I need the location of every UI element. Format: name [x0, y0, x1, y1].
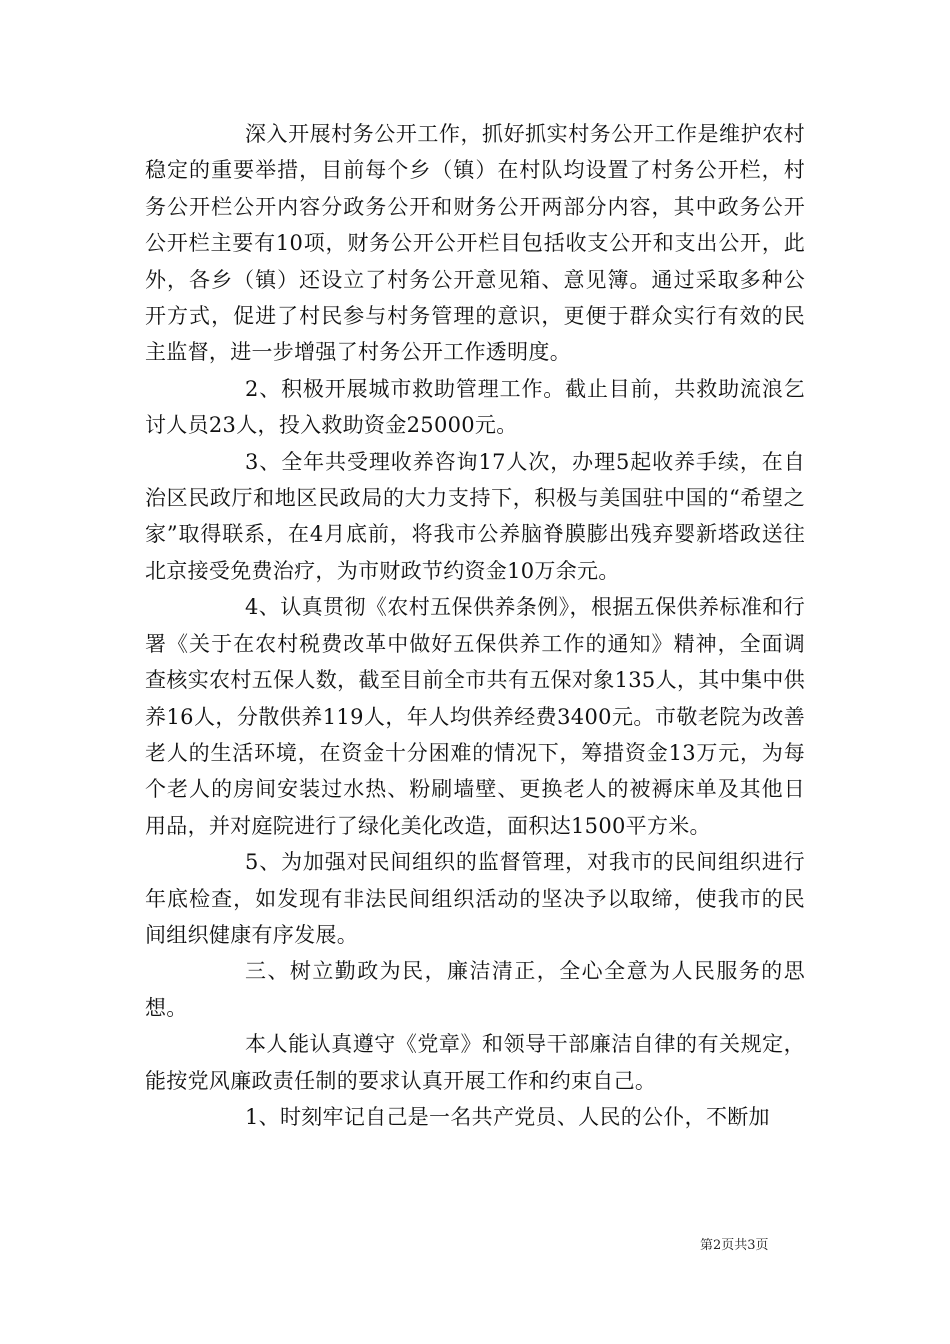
paragraph-party-rules: 本人能认真遵守《党章》和领导干部廉洁自律的有关规定，能按党风廉政责任制的要求认真开展工作和约束自己。 — [145, 1032, 805, 1093]
paragraph-item-4: 4、认真贯彻《农村五保供养条例》，根据五保供养标准和行署《关于在农村税费改革中做好五保供养工作的通知》精神，全面调查核实农村五保人数，截至目前全市共有五保对象135人，其中集中供养16人，分散供养119人，年人均供养经费3400元。市敬老院为改善老人的生活环境，在资金十分困难的情况下，筹措资金13万元，为每个老人的房间安装过水热、粉刷墙壁、更换老人的被褥床单及其他日用品，并对庭院进行了绿化美化改造，面积达1500平方米。 — [145, 595, 805, 838]
section-heading-3: 三、树立勤政为民，廉洁清正，全心全意为人民服务的思想。 — [145, 959, 805, 1020]
paragraph-item-2: 2、积极开展城市救助管理工作。截止目前，共救助流浪乞讨人员23人，投入救助资金25000元。 — [145, 376, 805, 438]
paragraph-subitem-1: 1、时刻牢记自己是一名共产党员、人民的公仆，不断加 — [245, 1104, 770, 1129]
page-indicator: 第2页共3页 — [700, 1238, 769, 1253]
paragraph-item-5: 5、为加强对民间组织的监督管理，对我市的民间组织进行年底检查，如发现有非法民间组织活动的坚决予以取缔，使我市的民间组织健康有序发展。 — [145, 850, 805, 947]
document-body — [145, 116, 805, 1135]
paragraph-village-affairs: 深入开展村务公开工作，抓好抓实村务公开工作是维护农村稳定的重要举措，目前每个乡（镇）在村队均设置了村务公开栏，村务公开栏公开内容分政务公开和财务公开两部分内容，其中政务公开公开栏主要有10项，财务公开公开栏目包括收支公开和支出公开，此外，各乡（镇）还设立了村务公开意见箱、意见簿。通过采取多种公开方式，促进了村民参与村务管理的意识，更便于群众实行有效的民主监督，进一步增强了村务公开工作透明度。 — [145, 122, 805, 365]
paragraph-item-3: 3、全年共受理收养咨询17人次，办理5起收养手续，在自治区民政厅和地区民政局的大力支持下，积极与美国驻中国的“希望之家”取得联系，在4月底前，将我市公养脑脊膜膨出残弃婴新塔政送往北京接受免费治疗，为市财政节约资金10万余元。 — [145, 449, 805, 583]
